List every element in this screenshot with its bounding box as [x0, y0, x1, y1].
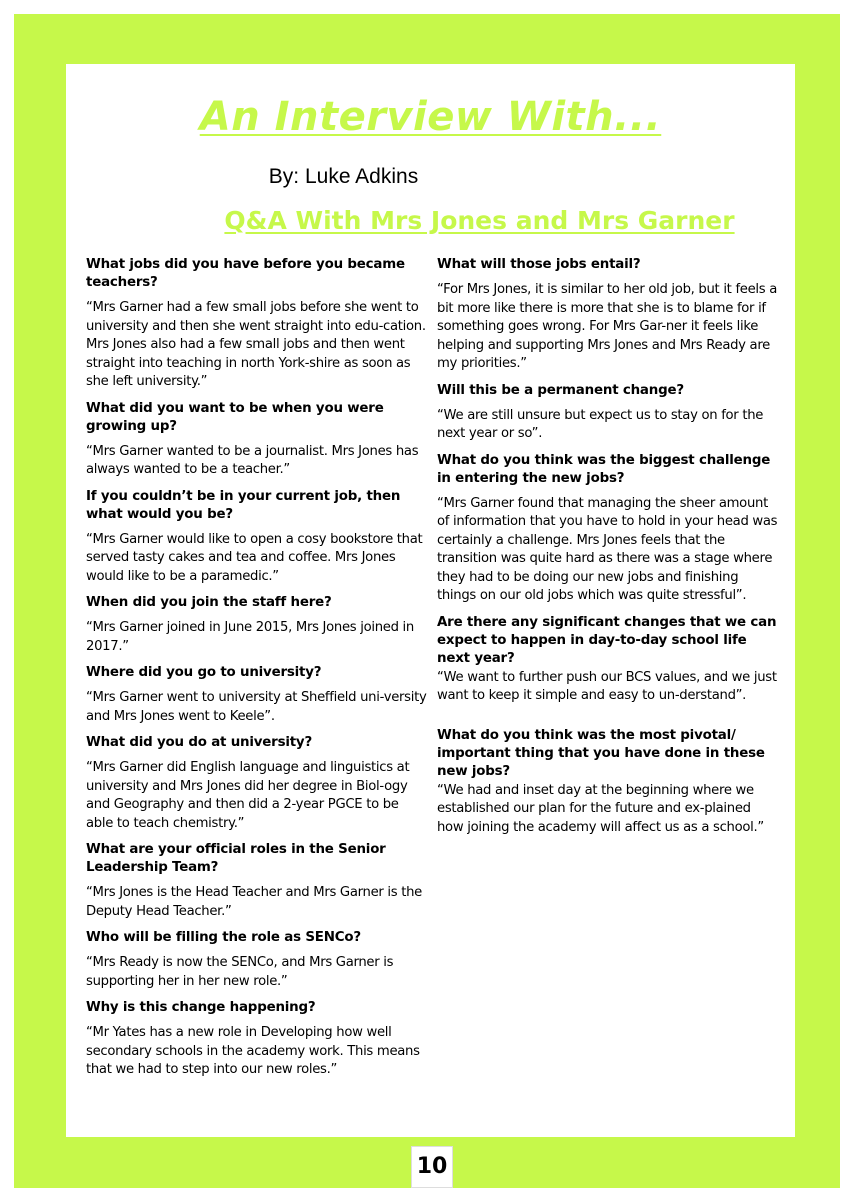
byline: By: Luke Adkins: [268, 165, 419, 188]
spacer: [437, 714, 779, 727]
answer: “Mrs Ready is now the SENCo, and Mrs Garner is supporting her in her new role.”: [86, 955, 394, 989]
answer: “Mr Yates has a new role in Developing how well secondary schools in the academy work. This means that we had to step into our new roles.”: [86, 1025, 420, 1077]
question: Are there any significant changes that we can expect to happen in day-to-day school life next year?: [437, 614, 777, 666]
page-title: An Interview With...: [199, 94, 662, 140]
answer: “Mrs Garner found that managing the sheer amount of information that you have to hold in your head was certainly a challenge. Mrs Jones feels that the transition was quite hard as there was a stage where they had to be doing our new jobs and finishing things on our old jobs which was quite stressful”.: [437, 495, 778, 603]
answer: “For Mrs Jones, it is similar to her old job, but it feels a bit more like there is more that she is to blame for if something goes wrong. For Mrs Gar-ner it feels like helping and supporting Mrs Jones and Mrs Ready are my priorities.”: [437, 282, 778, 371]
question: When did you join the staff here?: [86, 595, 332, 610]
left-column: [86, 256, 428, 1088]
question: What did you want to be when you were growing up?: [86, 400, 384, 434]
answer: “We had and inset day at the beginning where we established our plan for the future and ex-plained how joining the academy will affect us as a school.”: [437, 782, 764, 835]
question: What jobs did you have before you became teachers?: [86, 257, 405, 290]
answer: “We are still unsure but expect us to stay on for the next year or so”.: [437, 407, 764, 441]
question: Where did you go to university?: [86, 665, 322, 680]
answer: “Mrs Garner would like to open a cosy bookstore that served tasty cakes and tea and coffee. Mrs Jones would like to be a paramedic.”: [86, 531, 423, 584]
answer: “Mrs Jones is the Head Teacher and Mrs Garner is the Deputy Head Teacher.”: [86, 885, 422, 919]
question: What do you think was the most pivotal/ important thing that you have done in these new jobs?: [437, 727, 765, 779]
question: What do you think was the biggest challenge in entering the new jobs?: [437, 452, 771, 486]
answer: “Mrs Garner went to university at Sheffield uni-versity and Mrs Jones went to Keele”.: [86, 690, 427, 724]
question: Who will be filling the role as SENCo?: [86, 930, 361, 945]
answer: “We want to further push our BCS values, and we just want to keep it simple and easy to un-derstand”.: [437, 669, 777, 703]
subtitle: Q&A With Mrs Jones and Mrs Garner: [224, 206, 735, 235]
answer: “Mrs Garner did English language and linguistics at university and Mrs Jones did her degree in Biol-ogy and Geography and then did a 2-year PGCE to be able to teach chemistry.”: [86, 760, 410, 831]
answer: “Mrs Garner had a few small jobs before she went to university and then she went straight into edu-cation. Mrs Jones also had a few small jobs and then went straight into teaching in north York-shire as soon as she left university.”: [86, 300, 426, 389]
answer: “Mrs Garner wanted to be a journalist. Mrs Jones has always wanted to be a teacher.”: [86, 443, 419, 477]
question: Will this be a permanent change?: [437, 382, 684, 398]
question: What will those jobs entail?: [437, 257, 641, 272]
question: What are your official roles in the Senior Leadership Team?: [86, 842, 386, 875]
question: If you couldn’t be in your current job, then what would you be?: [86, 488, 401, 522]
question: Why is this change happening?: [86, 1000, 316, 1015]
answer: “Mrs Garner joined in June 2015, Mrs Jones joined in 2017.”: [86, 620, 414, 654]
page-number: 10: [411, 1146, 453, 1188]
question: What did you do at university?: [86, 735, 313, 750]
right-column: [437, 256, 779, 845]
